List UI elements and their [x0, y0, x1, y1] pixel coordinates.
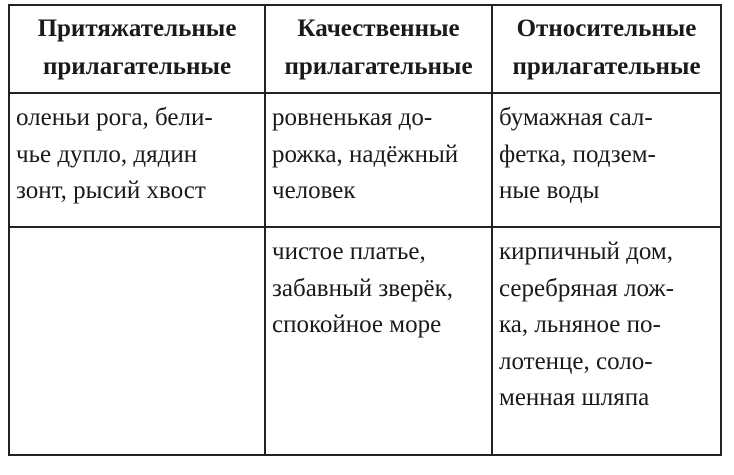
cell-possessive-examples: оленьи рога, бели- чье дупло, дядин зонт, рысий хвост [9, 93, 265, 227]
table-header-row [9, 5, 721, 93]
header-possessive: Притяжательные прилагательные [9, 5, 265, 93]
cell-relative-examples-2: кирпичный дом, серебряная лож- ка, льняное по- лотенце, соло- менная шляпа [492, 227, 721, 455]
header-qualitative: Качественные прилагательные [265, 5, 492, 93]
cell-qualitative-examples: ровненькая до- рожка, надёжный человек [265, 93, 492, 227]
table-row [9, 93, 721, 227]
adjectives-table [8, 4, 722, 456]
adjectives-table-container [8, 4, 720, 456]
cell-possessive-empty [9, 227, 265, 455]
table-row [9, 227, 721, 455]
cell-relative-examples: бумажная сал- фетка, подзем- ные воды [492, 93, 721, 227]
cell-qualitative-examples-2: чистое платье, забавный зверёк, спокойное море [265, 227, 492, 455]
header-relative: Относительные прилагательные [492, 5, 721, 93]
